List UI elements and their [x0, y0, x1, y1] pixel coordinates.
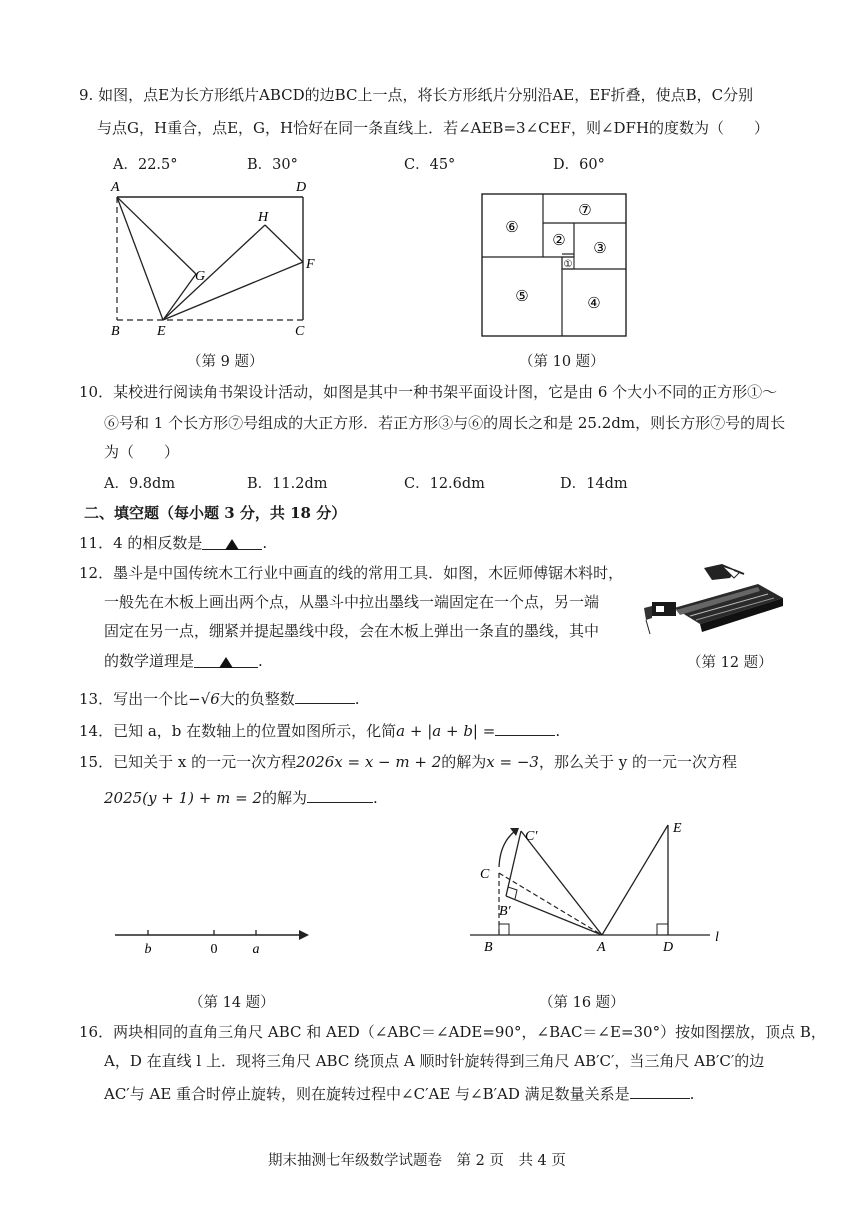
q10-line1: 10．某校进行阅读角书架设计活动，如图是其中一种书架平面设计图，它是由 6 个大小不同的正方形①～	[79, 383, 778, 401]
fig16-label-b: B	[484, 940, 493, 955]
q16-line3: AC′与 AE 重合时停止旋转，则在旋转过程中∠C′AE 与∠B′AD 满足数量关系是 .	[104, 1082, 694, 1104]
fig9-label-c: C	[295, 324, 305, 339]
q9-line2: 与点G，H重合，点E，G，H恰好在同一条直线上．若∠AEB=3∠CEF，则∠DFH的度数为（ ）	[97, 119, 770, 137]
triangle-marker-icon	[219, 657, 233, 668]
q10-line3: 为（ ）	[104, 443, 180, 461]
q15-answer-blank[interactable]	[307, 786, 373, 803]
fig10-label-4: ④	[587, 296, 601, 312]
fig9-label-b: B	[111, 324, 120, 339]
q16-answer-blank[interactable]	[630, 1082, 690, 1099]
q16-line2: A，D 在直线 l 上．现将三角尺 ABC 绕顶点 A 顺时针旋转得到三角尺 AB′C′，当三角尺 AB′C′的边	[104, 1052, 765, 1070]
figure-16	[470, 815, 730, 960]
caption-fig10: （第 10 题）	[519, 354, 605, 370]
q9-line1: 9. 如图，点E为长方形纸片ABCD的边BC上一点，将长方形纸片分别沿AE，EF折叠，使点B，C分别	[79, 86, 754, 104]
q9-option-d: D．60°	[553, 157, 605, 173]
triangle-marker-icon	[225, 539, 239, 550]
q15-line2: 2025(y + 1) + m = 2的解为 .	[104, 786, 378, 808]
q10-line2: ⑥号和 1 个长方形⑦号组成的大正方形．若正方形③与⑥的周长之和是 25.2dm，则长方形⑦号的周长	[104, 414, 786, 432]
figure-14-number-line	[115, 920, 315, 960]
fig14-label-b: b	[144, 942, 152, 957]
fig16-label-e: E	[673, 821, 682, 836]
figure-10	[480, 190, 630, 340]
fig16-label-c-prime: C′	[525, 829, 538, 844]
q9-option-c: C．45°	[404, 157, 456, 173]
fig9-label-h: H	[258, 210, 269, 225]
q10-option-c: C．12.6dm	[404, 476, 485, 492]
q11: 11．4 的相反数是 .	[79, 534, 268, 552]
q12-answer-blank[interactable]	[194, 651, 258, 668]
q15-equation-1: 2026x = x − m + 2	[296, 753, 442, 771]
q15-line1: 15．已知关于 x 的一元一次方程2026x = x − m + 2的解为x = −3，那么关于 y 的一元一次方程	[79, 753, 737, 771]
fig9-label-a: A	[111, 180, 120, 195]
q14-expression: a + |a + b| =	[396, 722, 496, 740]
caption-fig9: （第 9 题）	[187, 354, 264, 370]
fig10-label-7: ⑦	[578, 203, 592, 219]
caption-fig14: （第 14 题）	[189, 995, 275, 1011]
section-fill-in-title: 二、填空题（每小题 3 分，共 18 分）	[84, 504, 347, 522]
page-footer: 期末抽测七年级数学试题卷 第 2 页 共 4 页	[268, 1153, 566, 1169]
q13-answer-blank[interactable]	[295, 687, 355, 704]
q13: 13．写出一个比−√6大的负整数 .	[79, 687, 360, 709]
fig14-label-a: a	[252, 942, 260, 957]
q12-line1: 12．墨斗是中国传统木工行业中画直的线的常用工具．如图，木匠师傅锯木料时，	[79, 564, 624, 582]
q10-option-a: A．9.8dm	[104, 476, 176, 492]
fig9-label-d: D	[296, 180, 307, 195]
figure-12-ink-line-tool	[640, 560, 790, 645]
fig14-label-0: 0	[210, 942, 218, 957]
q9-option-b: B．30°	[247, 157, 298, 173]
figure-9	[100, 175, 330, 345]
fig10-label-6: ⑥	[505, 220, 519, 236]
q10-option-b: B．11.2dm	[247, 476, 328, 492]
q11-answer-blank[interactable]	[202, 533, 262, 550]
fig16-label-c: C	[480, 867, 490, 882]
fig9-label-f: F	[306, 257, 315, 272]
fig9-label-g: G	[195, 269, 206, 284]
q12-line3: 固定在另一点，绷紧并提起墨线中段，会在木板上弹出一条直的墨线，其中	[104, 622, 600, 640]
fig10-label-2: ②	[552, 233, 566, 249]
q10-option-d: D．14dm	[560, 476, 628, 492]
q12-line2: 一般先在木板上画出两个点，从墨斗中拉出墨线一端固定在一个点，另一端	[104, 593, 600, 611]
caption-fig16: （第 16 题）	[539, 995, 625, 1011]
q9-option-a: A．22.5°	[113, 157, 178, 173]
fig10-label-3: ③	[593, 241, 607, 257]
q12-line4: 的数学道理是 .	[104, 652, 263, 670]
q16-line1: 16．两块相同的直角三角尺 ABC 和 AED（∠ABC＝∠ADE=90°，∠BAC＝∠E=30°）按如图摆放，顶点 B，	[79, 1023, 826, 1041]
fig16-label-d: D	[663, 940, 674, 955]
q14-answer-blank[interactable]	[495, 719, 555, 736]
fig16-label-b-prime: B′	[499, 904, 511, 919]
fig10-label-5: ⑤	[515, 289, 529, 305]
q13-expression: −√6	[188, 690, 220, 708]
fig9-label-e: E	[157, 324, 166, 339]
q15-equation-2: 2025(y + 1) + m = 2	[104, 789, 262, 807]
fig16-label-a: A	[597, 940, 606, 955]
q14: 14．已知 a，b 在数轴上的位置如图所示，化简a + |a + b| = .	[79, 719, 560, 741]
fig16-label-l: l	[715, 930, 719, 945]
fig10-label-1: ①	[563, 259, 573, 270]
q15-solution: x = −3	[486, 753, 539, 771]
caption-fig12: （第 12 题）	[687, 655, 773, 671]
